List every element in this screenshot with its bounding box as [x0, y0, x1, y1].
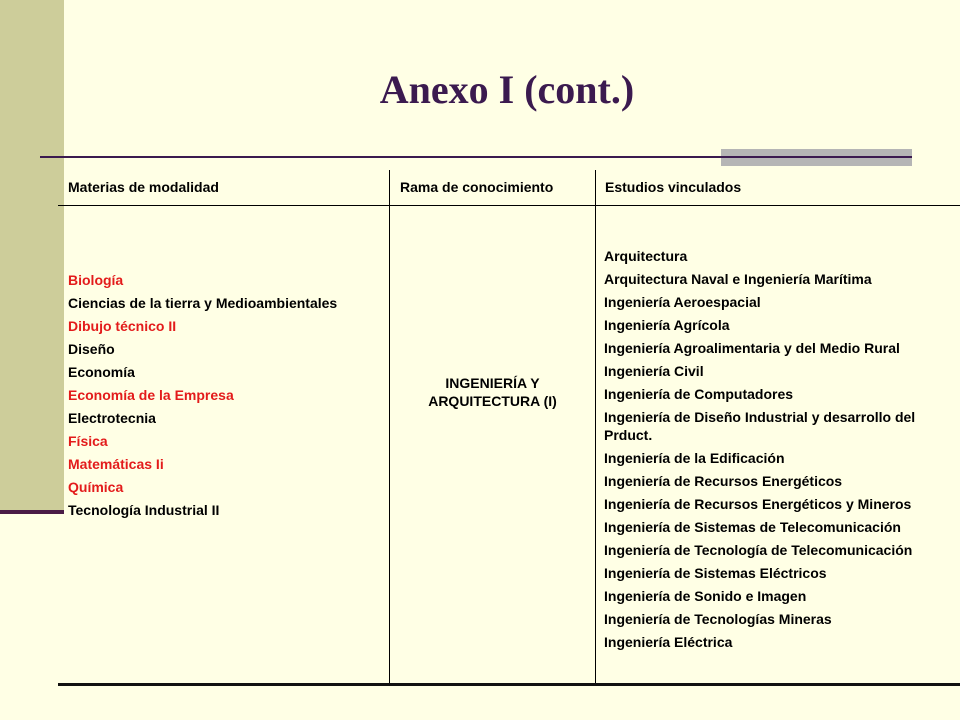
estudios-list: [595, 206, 960, 651]
materia-item: Química: [68, 479, 124, 495]
materia-item: Matemáticas Ii: [68, 456, 164, 472]
materia-item: Tecnología Industrial II: [68, 502, 220, 518]
estudio-item: Ingeniería Agroalimentaria y del Medio Rural: [604, 340, 900, 356]
slide-title: Anexo I (cont.): [379, 67, 635, 112]
title-accent-bar: [721, 149, 912, 166]
estudio-item: Ingeniería de Tecnologías Mineras: [604, 611, 832, 627]
estudio-item: Ingeniería Civil: [604, 363, 704, 379]
materia-item: Biología: [68, 272, 124, 288]
estudio-item: Ingeniería de Diseño Industrial y desarrollo del Prduct.: [604, 409, 916, 443]
column-rama: [389, 170, 596, 683]
estudio-item: Ingeniería de Tecnología de Telecomunicación: [604, 542, 913, 558]
subjects-table: [58, 170, 960, 686]
materia-item: Economía de la Empresa: [68, 387, 234, 403]
materia-item: Economía: [68, 364, 135, 380]
estudio-item: Ingeniería de Sistemas de Telecomunicación: [604, 519, 901, 535]
estudio-item: Ingeniería de Computadores: [604, 386, 794, 402]
estudio-item: Ingeniería Agrícola: [604, 317, 730, 333]
materia-item: Dibujo técnico II: [68, 318, 177, 334]
column-materias: [58, 170, 389, 683]
estudio-item: Ingeniería de Recursos Energéticos y Mineros: [604, 496, 912, 512]
materia-item: Física: [68, 433, 108, 449]
header-estudios: Estudios vinculados: [595, 170, 960, 206]
estudio-item: Arquitectura Naval e Ingeniería Marítima: [604, 271, 872, 287]
estudio-item: Ingeniería de Sistemas Eléctricos: [604, 565, 827, 581]
estudio-item: Ingeniería Aeroespacial: [604, 294, 761, 310]
side-decoration-rule: [0, 510, 64, 514]
estudio-item: Arquitectura: [604, 248, 688, 264]
estudio-item: Ingeniería de Sonido e Imagen: [604, 588, 807, 604]
estudio-item: Ingeniería Eléctrica: [604, 634, 733, 650]
estudio-item: Ingeniería de Recursos Energéticos: [604, 473, 843, 489]
header-rama: Rama de conocimiento: [390, 170, 595, 206]
estudio-item: Ingeniería de la Edificación: [604, 450, 785, 466]
materias-list: [58, 206, 389, 522]
materia-item: Ciencias de la tierra y Medioambientales: [68, 295, 338, 311]
materia-item: Electrotecnia: [68, 410, 156, 426]
rama-value: INGENIERÍA Y ARQUITECTURA (I): [428, 375, 557, 409]
materia-item: Diseño: [68, 341, 115, 357]
header-materias: Materias de modalidad: [58, 170, 389, 206]
column-estudios: [595, 170, 960, 683]
